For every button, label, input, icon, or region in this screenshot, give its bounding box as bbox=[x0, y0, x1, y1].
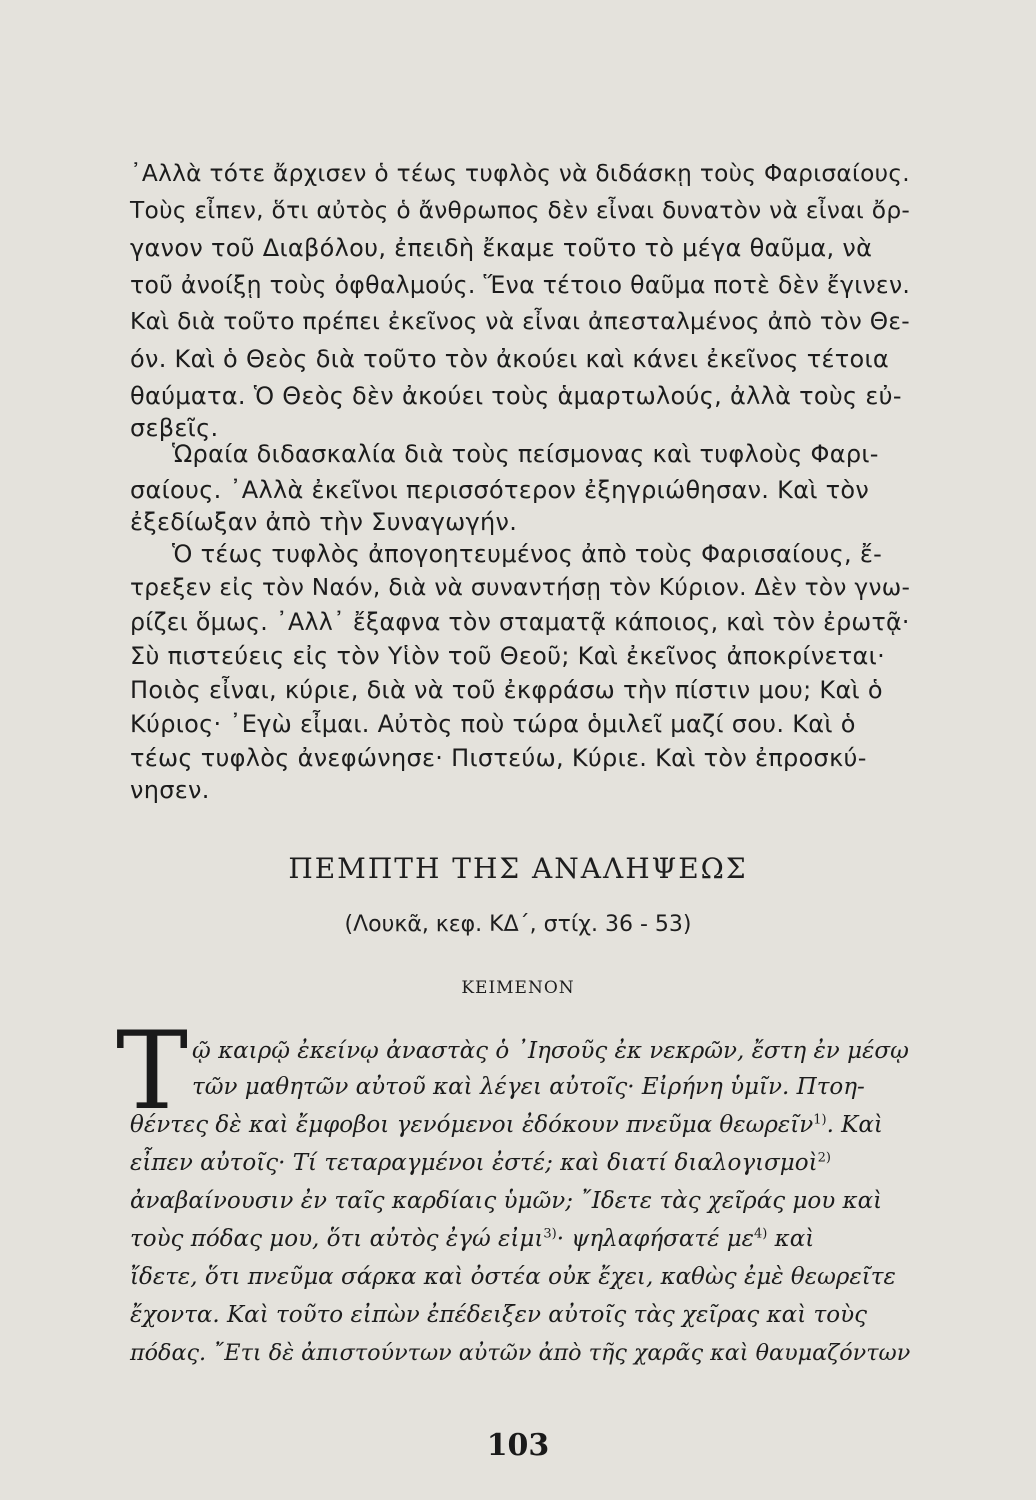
footnote-marker: 2) bbox=[817, 1150, 831, 1166]
scripture-line: ἴδετε, ὅτι πνεῦμα σάρκα καὶ ὀστέα οὐκ ἔχει, καθὼς ἐμὲ θεωρεῖτε bbox=[130, 1264, 896, 1290]
text-line: τοῦ ἀνοίξῃ τοὺς ὀφθαλμούς. Ἕνα τέτοιο θαῦμα ποτὲ δὲν ἔγινεν. bbox=[130, 271, 911, 299]
page-number: 103 bbox=[486, 1428, 550, 1463]
text-line: ρίζει ὅμως. ᾿Αλλ᾿ ἔξαφνα τὸν σταματᾷ κάποιος, καὶ τὸν ἐρωτᾷ· bbox=[130, 608, 910, 636]
text-line: θαύματα. Ὁ Θεὸς δὲν ἀκούει τοὺς ἁμαρτωλούς, ἀλλὰ τοὺς εὐ- bbox=[130, 382, 902, 410]
text-line: Ποιὸς εἶναι, κύριε, διὰ νὰ τοῦ ἐκφράσω τὴν πίστιν μου; Καὶ ὁ bbox=[130, 676, 883, 704]
scripture-line: πόδας. ῎Ετι δὲ ἀπιστούντων αὐτῶν ἀπὸ τῆς χαρᾶς καὶ θαυμαζόντων bbox=[130, 1340, 911, 1366]
text-line: Σὺ πιστεύεις εἰς τὸν Υἱὸν τοῦ Θεοῦ; Καὶ ἐκεῖνος ἀποκρίνεται· bbox=[130, 642, 886, 670]
text-line: όν. Καὶ ὁ Θεὸς διὰ τοῦτο τὸν ἀκούει καὶ κάνει ἐκεῖνος τέτοια bbox=[130, 345, 890, 373]
text-line: σεβεῖς. bbox=[130, 414, 219, 442]
section-label: ΚΕΙΜΕΝΟΝ bbox=[461, 978, 575, 998]
text-line: νησεν. bbox=[130, 776, 210, 804]
section-reference: (Λουκᾶ, κεφ. ΚΔ΄, στίχ. 36 - 53) bbox=[344, 912, 692, 937]
text-line: σαίους. ᾿Αλλὰ ἐκεῖνοι περισσότερον ἐξηγριώθησαν. Καὶ τὸν bbox=[130, 476, 870, 504]
scripture-segment: καὶ bbox=[767, 1226, 815, 1252]
text-line: Τοὺς εἶπεν, ὅτι αὐτὸς ὁ ἄνθρωπος δὲν εἶναι δυνατὸν νὰ εἶναι ὄρ- bbox=[130, 197, 911, 224]
text-line: ἐξεδίωξαν ἀπὸ τὴν Συναγωγήν. bbox=[130, 508, 518, 536]
scripture-line bbox=[130, 1226, 814, 1252]
scripture-line bbox=[130, 1150, 831, 1176]
scripture-line: ἔχοντα. Καὶ τοῦτο εἰπὼν ἐπέδειξεν αὐτοῖς τὰς χεῖρας καὶ τοὺς bbox=[130, 1302, 867, 1328]
text-line: Καὶ διὰ τοῦτο πρέπει ἐκεῖνος νὰ εἶναι ἀπεσταλμένος ἀπὸ τὸν Θε- bbox=[130, 308, 910, 335]
scripture-line: ῷ καιρῷ ἐκείνῳ ἀναστὰς ὁ ᾿Ιησοῦς ἐκ νεκρῶν, ἔστη ἐν μέσῳ bbox=[192, 1038, 909, 1064]
text-line: Κύριος· ᾿Εγὼ εἶμαι. Αὐτὸς ποὺ τώρα ὁμιλεῖ μαζί σου. Καὶ ὁ bbox=[130, 710, 856, 738]
text-line: Ὁ τέως τυφλὸς ἀπογοητευμένος ἀπὸ τοὺς Φαρισαίους, ἔ- bbox=[172, 540, 883, 568]
scripture-line: ἀναβαίνουσιν ἐν ταῖς καρδίαις ὑμῶν; ῎Ιδετε τὰς χεῖράς μου καὶ bbox=[130, 1188, 883, 1214]
scripture-segment: εἶπεν αὐτοῖς· Τί τεταραγμένοι ἐστέ; καὶ διατί διαλογισμοὶ bbox=[130, 1150, 818, 1176]
text-line: τρεξεν εἰς τὸν Ναόν, διὰ νὰ συναντήσῃ τὸν Κύριον. Δὲν τὸν γνω- bbox=[130, 574, 911, 601]
footnote-marker: 1) bbox=[813, 1112, 827, 1128]
section-title: ΠΕΜΠΤΗ ΤΗΣ ΑΝΑΛΗΨΕΩΣ bbox=[288, 852, 748, 885]
scripture-segment: · ψηλαφήσατέ με bbox=[556, 1226, 755, 1252]
text-line: γανον τοῦ Διαβόλου, ἐπειδὴ ἔκαμε τοῦτο τὸ μέγα θαῦμα, νὰ bbox=[130, 234, 873, 262]
scripture-line bbox=[130, 1112, 883, 1138]
scripture-segment: θέντες δὲ καὶ ἔμφοβοι γενόμενοι ἐδόκουν πνεῦμα θεωρεῖν bbox=[130, 1112, 814, 1138]
scripture-line: τῶν μαθητῶν αὐτοῦ καὶ λέγει αὐτοῖς· Εἰρήνη ὑμῖν. Πτοη- bbox=[192, 1074, 865, 1100]
footnote-marker: 4) bbox=[754, 1226, 768, 1242]
text-line: τέως τυφλὸς ἀνεφώνησε· Πιστεύω, Κύριε. Καὶ τὸν ἐπροσκύ- bbox=[130, 744, 867, 772]
footnote-marker: 3) bbox=[543, 1226, 557, 1242]
scripture-segment: . Καὶ bbox=[826, 1112, 883, 1138]
scripture-segment: τοὺς πόδας μου, ὅτι αὐτὸς ἐγώ εἰμι bbox=[130, 1226, 544, 1252]
text-line: Ὡραία διδασκαλία διὰ τοὺς πείσμονας καὶ τυφλοὺς Φαρι- bbox=[172, 440, 879, 468]
text-line: ᾿Αλλὰ τότε ἄρχισεν ὁ τέως τυφλὸς νὰ διδάσκῃ τοὺς Φαρισαίους. bbox=[130, 160, 910, 187]
drop-cap: Τ bbox=[116, 1009, 189, 1134]
